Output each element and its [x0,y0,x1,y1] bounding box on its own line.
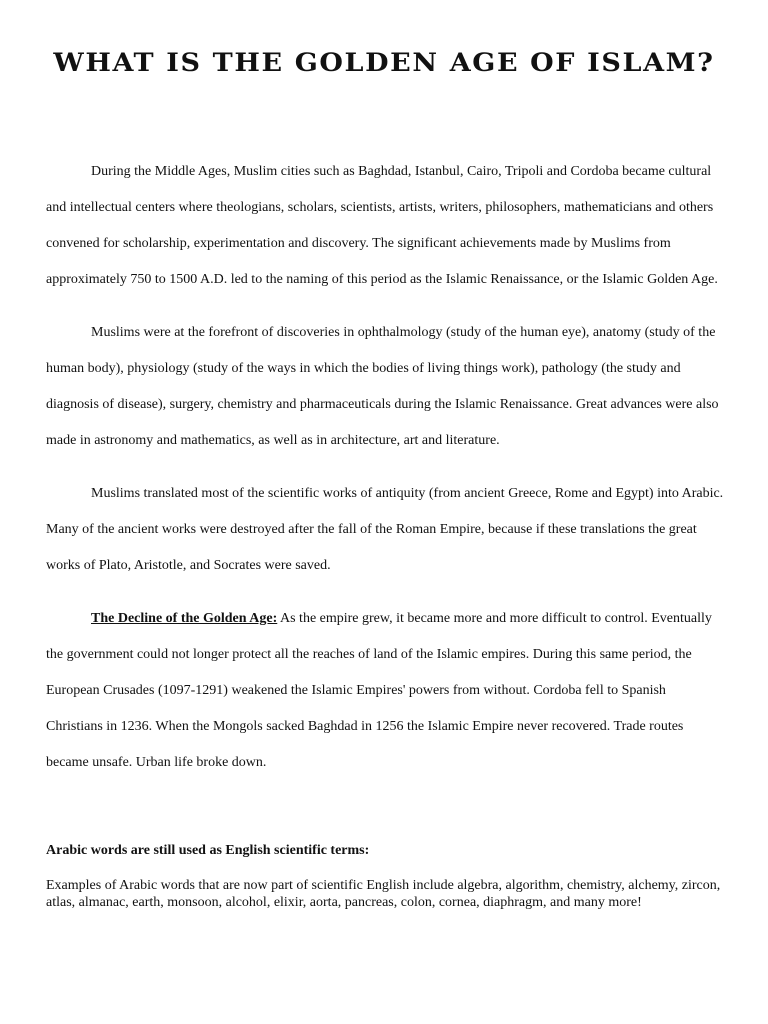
paragraph-intro: During the Middle Ages, Muslim cities such as Baghdad, Istanbul, Cairo, Tripoli and Cordoba became cultural and intellectual centers where theologians, scholars, scientists, artists, writers, philosophers, mathematicians and others convened for scholarship, experimentation and discovery. The significant achievements made by Muslims from approximately 750 to 1500 A.D. led to the naming of this period as the Islamic Renaissance, or the Islamic Golden Age. [46,164,718,287]
document-body [46,154,726,798]
paragraph-decline [46,601,726,781]
decline-heading: The Decline of the Golden Age: [91,611,278,626]
document-title: WHAT IS THE GOLDEN AGE OF ISLAM? [53,48,715,77]
arabic-words-heading: Arabic words are still used as English scientific terms: [46,843,370,858]
arabic-words-text: Examples of Arabic words that are now part of scientific English include algebra, algorithm, chemistry, alchemy, zircon, atlas, almanac, earth, monsoon, alcohol, elixir, aorta, pancreas, colon, cornea, diaphragm, and many more! [46,878,721,910]
paragraph-discoveries: Muslims were at the forefront of discoveries in ophthalmology (study of the human eye), anatomy (study of the human body), physiology (study of the ways in which the bodies of living things work), pathology (the study and diagnosis of disease), surgery, chemistry and pharmaceuticals during the Islamic Renaissance. Great advances were also made in astronomy and mathematics, as well as in architecture, art and literature. [46,325,719,448]
paragraph-translations: Muslims translated most of the scientific works of antiquity (from ancient Greece, Rome and Egypt) into Arabic. Many of the ancient works were destroyed after the fall of the Roman Empire, because if these translations the great works of Plato, Aristotle, and Socrates were saved. [46,486,724,573]
decline-text: As the empire grew, it became more and more difficult to control. Eventually the government could not longer protect all the reaches of land of the Islamic empires. During this same period, the European Crusades (1097-1291) weakened the Islamic Empires' powers from without. Cordoba fell to Spanish Christians in 1236. When the Mongols sacked Baghdad in 1256 the Islamic Empire never recovered. Trade routes became unsafe. Urban life broke down. [46,611,712,770]
